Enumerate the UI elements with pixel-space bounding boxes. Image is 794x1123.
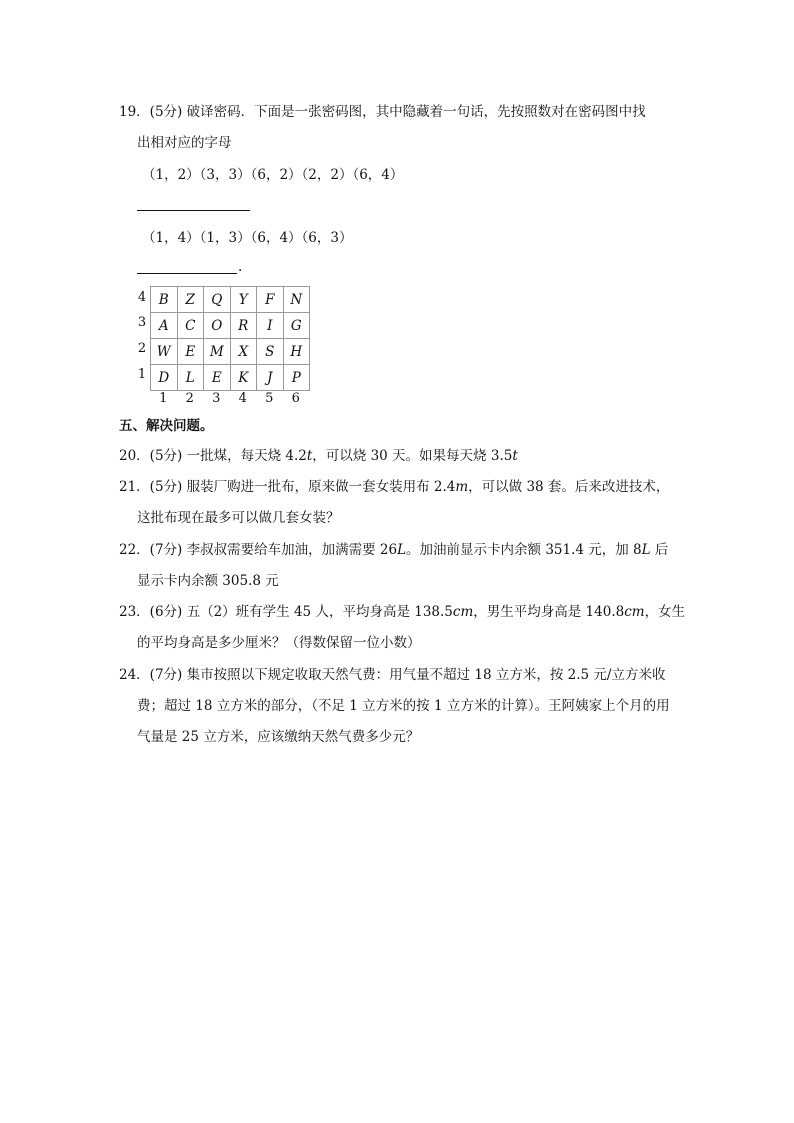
q21-unit1: m (455, 479, 469, 495)
row-label: 1 (137, 367, 147, 382)
q23-text-a: 23．(6分) 五（2）班有学生 45 人，平均身高是 138.5 (119, 604, 453, 620)
grid-row-1 (151, 365, 310, 391)
grid-cell: O (204, 313, 231, 339)
col-label: 4 (238, 391, 247, 406)
grid-row-2 (151, 339, 310, 365)
q23-unit1: cm (452, 604, 474, 620)
column-labels (150, 391, 309, 406)
cipher-grid (150, 286, 310, 391)
grid-cell: H (283, 339, 310, 365)
section-heading: 五、解决问题。 (119, 418, 214, 434)
q22-text-c: 后 (650, 542, 669, 558)
row-label: 3 (137, 315, 147, 330)
q19-coords2: （1，4）（1，3）（6，4）（6，3） (142, 230, 353, 246)
q23-unit2: cm (624, 604, 645, 620)
q20-text-a: 20．(5分) 一批煤，每天烧 4.2 (119, 448, 307, 464)
q21-line2: 这批布现在最多可以做几套女装？ (137, 510, 340, 526)
grid-row-4 (151, 287, 310, 313)
grid-cell: Y (230, 287, 257, 313)
grid-cell: S (257, 339, 284, 365)
row-label: 4 (137, 290, 147, 305)
q22-unit1: L (397, 542, 407, 558)
q22-line1 (119, 541, 668, 559)
q21-line1 (119, 478, 669, 496)
grid-cell: Z (177, 287, 204, 313)
answer-blank-1[interactable] (137, 210, 250, 211)
q23-line2: 的平均身高是多少厘米？（得数保留一位小数） (137, 635, 421, 651)
col-label: 6 (291, 391, 300, 406)
grid-row-3 (151, 313, 310, 339)
col-label: 3 (212, 391, 221, 406)
q24-line1: 24．(7分) 集市按照以下规定收取天然气费：用气量不超过 18 立方米，按 2.5 元/立方米收 (119, 667, 666, 683)
q22-text-b: 。加油前显示卡内余额 351.4 元，加 8 (406, 542, 642, 558)
answer-period: . (238, 259, 243, 275)
grid-cell: I (257, 313, 284, 339)
q22-unit2: L (641, 542, 651, 558)
q22-text-a: 22．(7分) 李叔叔需要给车加油，加满需要 26 (119, 542, 398, 558)
q20-unit2: t (512, 448, 518, 464)
q21-text-b: ，可以做 38 套。后来改进技术， (468, 479, 670, 495)
q23-text-c: ，女生 (644, 604, 686, 620)
q21-text-a: 21．(5分) 服装厂购进一批布，原来做一套女装用布 2.4 (119, 479, 456, 495)
grid-cell: R (230, 313, 257, 339)
grid-cell: P (283, 365, 310, 391)
col-label: 1 (159, 391, 168, 406)
q22-line2: 显示卡内余额 305.8 元 (137, 573, 279, 589)
row-label: 2 (137, 341, 147, 356)
grid-cell: C (177, 313, 204, 339)
q23-line1 (119, 603, 685, 621)
grid-cell: W (151, 339, 178, 365)
grid-cell: K (230, 365, 257, 391)
grid-cell: N (283, 287, 310, 313)
q20-unit1: t (306, 448, 313, 464)
q19-line2: 出相对应的字母 (137, 135, 232, 151)
grid-cell: J (257, 365, 284, 391)
grid-cell: G (283, 313, 310, 339)
q20-text-b: ，可以烧 30 天。如果每天烧 3.5 (312, 448, 513, 464)
grid-cell: M (204, 339, 231, 365)
grid-cell: D (151, 365, 178, 391)
col-label: 5 (265, 391, 274, 406)
grid-cell: A (151, 313, 178, 339)
grid-cell: E (204, 365, 231, 391)
grid-cell: L (177, 365, 204, 391)
q24-line2: 费；超过 18 立方米的部分，（不足 1 立方米的按 1 立方米的计算）。王阿姨家上个月的用 (137, 698, 670, 714)
grid-cell: Q (204, 287, 231, 313)
q19-coords1: （1，2）（3，3）（6，2）（2，2）（6，4） (142, 167, 404, 183)
answer-blank-2[interactable] (137, 273, 237, 274)
col-label: 2 (185, 391, 194, 406)
q23-text-b: ，男生平均身高是 140.8 (473, 604, 625, 620)
q24-line3: 气量是 25 立方米，应该缴纳天然气费多少元？ (137, 729, 420, 745)
grid-cell: E (177, 339, 204, 365)
grid-cell: B (151, 287, 178, 313)
grid-cell: F (257, 287, 284, 313)
q19-line1: 19．(5分) 破译密码．下面是一张密码图，其中隐藏着一句话，先按照数对在密码图中找 (119, 104, 646, 120)
q20-line1 (119, 447, 518, 465)
grid-cell: X (230, 339, 257, 365)
